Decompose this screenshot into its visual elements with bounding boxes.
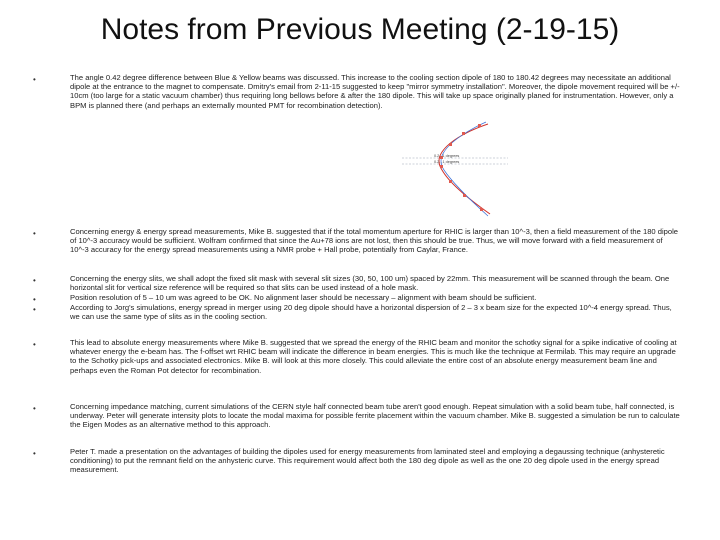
marker	[440, 165, 443, 168]
note-paragraph-impedance	[70, 402, 680, 430]
bullet-marker: •	[33, 449, 36, 458]
angle-label-lower: 0.2...1 degrees	[434, 160, 460, 164]
note-paragraph-energy-spread	[70, 227, 680, 255]
note-text: Peter T. made a presentation on the advantages of building the dipoles used for energy measurements from laminated steel and employing a degaussing technique (anhysteretic conditioning) to put the remnant field on the anhysteric curve. This requirement would affect both the 180 deg dipole as well as the one 20 deg dipole used in the energy spread measurement.	[70, 447, 665, 475]
beam-geometry-figure	[400, 118, 512, 222]
beam-diagram	[400, 118, 512, 222]
note-text: The angle 0.42 degree difference between Blue & Yellow beams was discussed. This increase to the cooling section dipole of 180 to 180.42 degrees may necessitate an additional dipole at the entrance to the magnet to compensate. Dmitry's email from 2-11-15 suggested to keep "mirror symmetry installation". Moreover, the dipole movement required will be +/- 10cm (too large for a static vacuum chamber) thus requiring long bellows before & after the 180 dipole. This will take up space originally planed for instrumentation. However, only a BPM is planned there (and perhaps an externally mounted PMT for recombination detection).	[70, 73, 680, 110]
note-text: Concerning impedance matching, current simulations of the CERN style half connected beam tube aren't good enough. Repeat simulation with a solid beam tube, half connected, is underway. Peter will generate intensity plots to locate the modal maxima for possible ferrite placement within the vacuum chamber. Mike B. suggested a simulation be run to calculate the Eigen Modes as an alternative method to this approach.	[70, 402, 680, 430]
angle-label-upper: 0.2...1 degrees	[434, 154, 460, 158]
marker	[463, 194, 466, 197]
note-paragraph-dipoles	[70, 447, 680, 475]
page-title: Notes from Previous Meeting (2-19-15)	[100, 13, 620, 46]
bullet-marker: •	[33, 276, 36, 285]
bullet-marker: •	[33, 340, 36, 349]
note-text: Position resolution of 5 – 10 um was agreed to be OK. No alignment laser should be necessary – alignment with beam should be sufficient.	[70, 293, 537, 302]
note-paragraph-resolution	[70, 293, 680, 302]
note-paragraph-angle	[70, 73, 680, 110]
note-text: According to Jorg's simulations, energy spread in merger using 20 deg dipole should have a horizontal dispersion of 2 – 3 x beam size for the expected 10^-4 energy spread. Thus, we can use the same type of slits as in the cooling section.	[70, 303, 672, 322]
note-text: This lead to absolute energy measurements where Mike B. suggested that we spread the energy of the RHIC beam and monitor the schotky signal for a spike indicative of cooling at whatever energy the e-beam has. The f-offset wrt RHIC beam will indicate the difference in beam energies. This is much like the technique at Fermilab. This may require an upgrade to the Schotky pick-ups and associated electronics. Mike B. will look at this more closely. This could alleviate the entire cost of an absolute energy measurement beam line and perhaps even the Roman Pot detector for recombination.	[70, 338, 677, 375]
marker	[449, 180, 452, 183]
note-paragraph-absolute-energy	[70, 338, 680, 375]
bullet-marker: •	[33, 295, 36, 304]
bullet-marker: •	[33, 229, 36, 238]
beam-path-blue	[441, 122, 488, 216]
note-paragraph-simulations	[70, 303, 680, 321]
marker	[449, 143, 452, 146]
bullet-marker: •	[33, 404, 36, 413]
marker	[462, 132, 465, 135]
bullet-marker: •	[33, 305, 36, 314]
marker	[478, 124, 481, 127]
marker	[480, 208, 483, 211]
note-text: Concerning the energy slits, we shall adopt the fixed slit mask with several slit sizes (30, 50, 100 um) spaced by 22mm. This measurement will be scanned through the beam. One horizontal slit for vertical size reference will be required so that slits can be used instead of a hole mask.	[70, 274, 670, 293]
note-text: Concerning energy & energy spread measurements, Mike B. suggested that if the total momentum aperture for RHIC is larger than 10^-3, then a field measurement of the 180 dipole of 10^-3 accuracy would be sufficient. Wolfram confirmed that since the Au+78 ions are not lost, then this should be true. Thus, we will move forward with a field measurement of 10^-3 accuracy for the energy spread measurements using a NMR probe + Hall probe, potentially from Caylar, France.	[70, 227, 679, 255]
bullet-marker: •	[33, 75, 36, 84]
note-paragraph-slits	[70, 274, 680, 292]
magnet-markers	[440, 124, 483, 211]
beam-path-red	[439, 124, 490, 214]
